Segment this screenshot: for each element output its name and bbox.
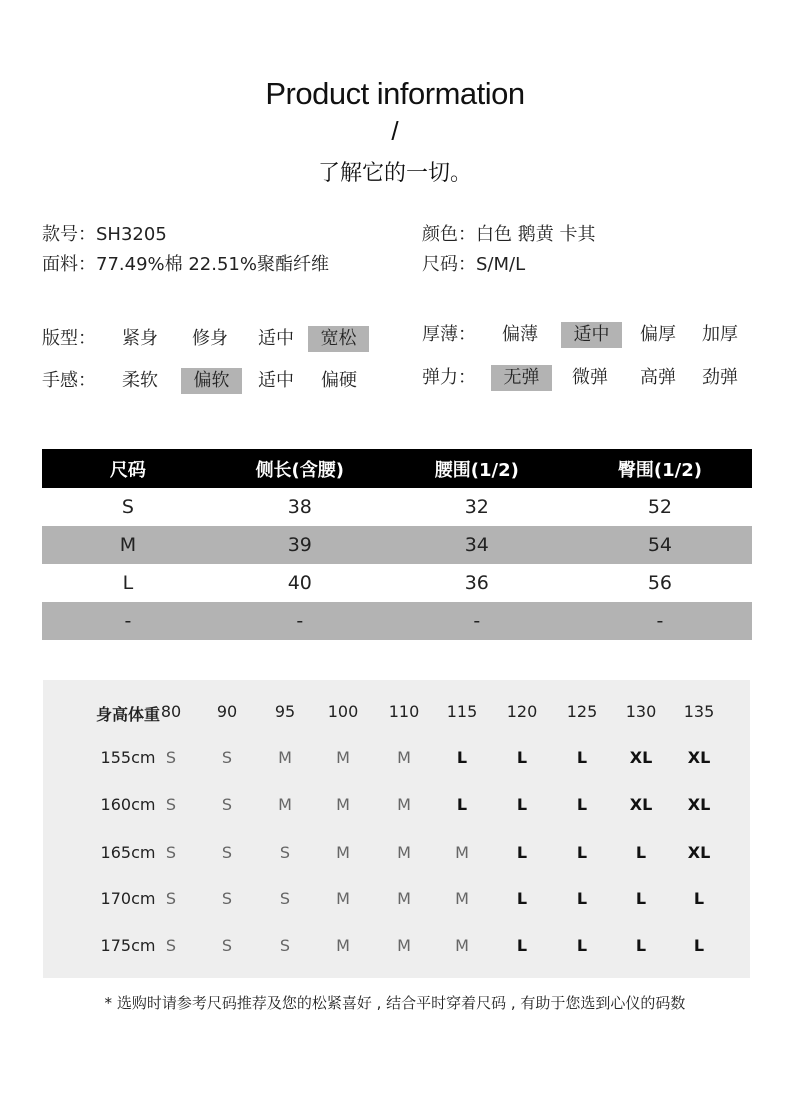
attr-option-fit-selected: 宽松 — [308, 326, 369, 352]
weight-header: 115 — [446, 702, 478, 721]
weight-header: 95 — [274, 702, 296, 721]
weight-header: 100 — [327, 702, 359, 721]
grid-corner-label: 身高体重 — [95, 705, 161, 724]
size-recommendation: L — [516, 843, 528, 862]
size-recommendation: L — [693, 936, 705, 955]
table-cell: M — [42, 526, 214, 564]
table-row — [42, 488, 752, 526]
page-title: Product information — [265, 76, 525, 111]
table-cell: 38 — [287, 496, 312, 518]
height-label: 155cm — [100, 748, 156, 767]
size-recommendation: XL — [687, 843, 711, 862]
size-recommendation: S — [221, 843, 233, 862]
weight-header: 125 — [566, 702, 598, 721]
page-subtitle: 了解它的一切。 — [317, 161, 472, 186]
table-row — [42, 564, 752, 602]
attr-option-thickness-selected: 适中 — [561, 322, 622, 348]
size-recommendation: XL — [687, 748, 711, 767]
weight-header: 80 — [160, 702, 182, 721]
attr-label-feel: 手感： — [42, 370, 96, 391]
table-cell: 52 — [647, 496, 673, 518]
size-recommendation: M — [455, 843, 469, 862]
size-recommendation: M — [397, 889, 411, 908]
table-cell: L — [122, 572, 134, 594]
table-row — [42, 602, 752, 640]
size-recommendation: L — [576, 889, 588, 908]
size-recommendation: S — [165, 748, 177, 767]
attr-option-feel-selected: 偏软 — [181, 368, 242, 394]
attr-option-elasticity: 微弹 — [572, 367, 608, 388]
size-recommendation: S — [221, 748, 233, 767]
table-row — [42, 526, 752, 564]
size-recommendation: M — [397, 795, 411, 814]
attr-option-fit: 修身 — [192, 328, 228, 349]
attr-label-elasticity: 弹力： — [422, 367, 476, 388]
colors: 颜色：白色 鹅黄 卡其 — [422, 224, 596, 245]
size-recommendation: S — [279, 936, 291, 955]
size-table-header — [42, 449, 752, 488]
size-recommendation: XL — [629, 795, 653, 814]
material: 面料：77.49%棉 22.51%聚酯纤维 — [42, 254, 329, 275]
size-recommendation: M — [336, 936, 350, 955]
size-recommendation: L — [576, 748, 588, 767]
size-recommendation: L — [635, 843, 647, 862]
size-recommendation-grid — [43, 680, 750, 978]
size-recommendation: M — [455, 936, 469, 955]
table-cell: 32 — [464, 496, 489, 518]
attr-option-feel: 柔软 — [122, 370, 158, 391]
attr-option-thickness: 加厚 — [702, 324, 738, 345]
table-cell: 39 — [214, 526, 386, 564]
size-recommendation: XL — [687, 795, 711, 814]
weight-header: 110 — [388, 702, 420, 721]
size-recommendation: L — [456, 795, 468, 814]
table-cell: S — [121, 496, 134, 518]
size-recommendation: L — [516, 795, 528, 814]
table-cell: 34 — [386, 526, 568, 564]
size-recommendation: M — [336, 843, 350, 862]
size-recommendation: M — [278, 795, 292, 814]
size-recommendation: L — [456, 748, 468, 767]
table-cell: 56 — [647, 572, 673, 594]
size-recommendation: S — [165, 936, 177, 955]
table-cell: - — [386, 602, 568, 640]
size-recommendation: L — [576, 843, 588, 862]
title-divider-slash: / — [391, 116, 399, 146]
footnote: * 选购时请参考尺码推荐及您的松紧喜好 , 结合平时穿着尺码 , 有助于您选到心仪的码数 — [104, 994, 686, 1012]
size-recommendation: L — [516, 748, 528, 767]
size-recommendation: L — [576, 936, 588, 955]
attr-label-fit: 版型： — [42, 328, 96, 349]
attr-option-fit: 紧身 — [122, 328, 158, 349]
size-recommendation: L — [576, 795, 588, 814]
size-recommendation: M — [336, 795, 350, 814]
height-label: 175cm — [100, 936, 156, 955]
size-recommendation: L — [516, 889, 528, 908]
size-table — [42, 449, 752, 640]
size-recommendation: S — [165, 843, 177, 862]
size-recommendation: S — [165, 795, 177, 814]
sizes: 尺码：S/M/L — [422, 254, 526, 275]
table-cell: - — [214, 602, 386, 640]
size-recommendation: M — [278, 748, 292, 767]
table-cell: 54 — [568, 526, 752, 564]
attr-option-thickness: 偏厚 — [640, 324, 676, 345]
size-recommendation: M — [455, 889, 469, 908]
table-cell: 40 — [287, 572, 312, 594]
col-header-size: 尺码 — [42, 449, 214, 488]
table-cell: - — [568, 602, 752, 640]
size-recommendation: S — [279, 843, 291, 862]
attr-label-thickness: 厚薄： — [422, 324, 476, 345]
weight-header: 130 — [625, 702, 657, 721]
attr-option-feel: 适中 — [258, 370, 294, 391]
weight-header: 135 — [683, 702, 715, 721]
size-recommendation: S — [221, 936, 233, 955]
size-recommendation: M — [336, 889, 350, 908]
size-recommendation: XL — [629, 748, 653, 767]
size-recommendation: S — [279, 889, 291, 908]
col-header-waist: 腰围(1/2) — [386, 449, 568, 488]
attr-option-fit: 适中 — [258, 328, 294, 349]
height-label: 170cm — [100, 889, 156, 908]
attr-option-elasticity-selected: 无弹 — [491, 365, 552, 391]
col-header-hip: 臀围(1/2) — [568, 449, 752, 488]
size-recommendation: S — [165, 889, 177, 908]
size-recommendation: M — [336, 748, 350, 767]
height-label: 160cm — [100, 795, 156, 814]
weight-header: 90 — [216, 702, 238, 721]
weight-header: 120 — [506, 702, 538, 721]
height-label: 165cm — [100, 843, 156, 862]
size-recommendation: M — [397, 843, 411, 862]
table-cell: 36 — [464, 572, 489, 594]
size-recommendation: L — [693, 889, 705, 908]
size-recommendation: M — [397, 936, 411, 955]
size-recommendation: L — [635, 936, 647, 955]
style-number: 款号：SH3205 — [42, 224, 167, 245]
size-recommendation: L — [516, 936, 528, 955]
size-recommendation: S — [221, 795, 233, 814]
attr-option-feel: 偏硬 — [321, 370, 357, 391]
attr-option-elasticity: 高弹 — [640, 367, 676, 388]
col-header-side-length: 侧长(含腰) — [214, 449, 386, 488]
size-recommendation: S — [221, 889, 233, 908]
size-recommendation: M — [397, 748, 411, 767]
attr-option-elasticity: 劲弹 — [702, 367, 738, 388]
table-cell: - — [42, 602, 214, 640]
attr-option-thickness: 偏薄 — [502, 324, 538, 345]
size-recommendation: L — [635, 889, 647, 908]
